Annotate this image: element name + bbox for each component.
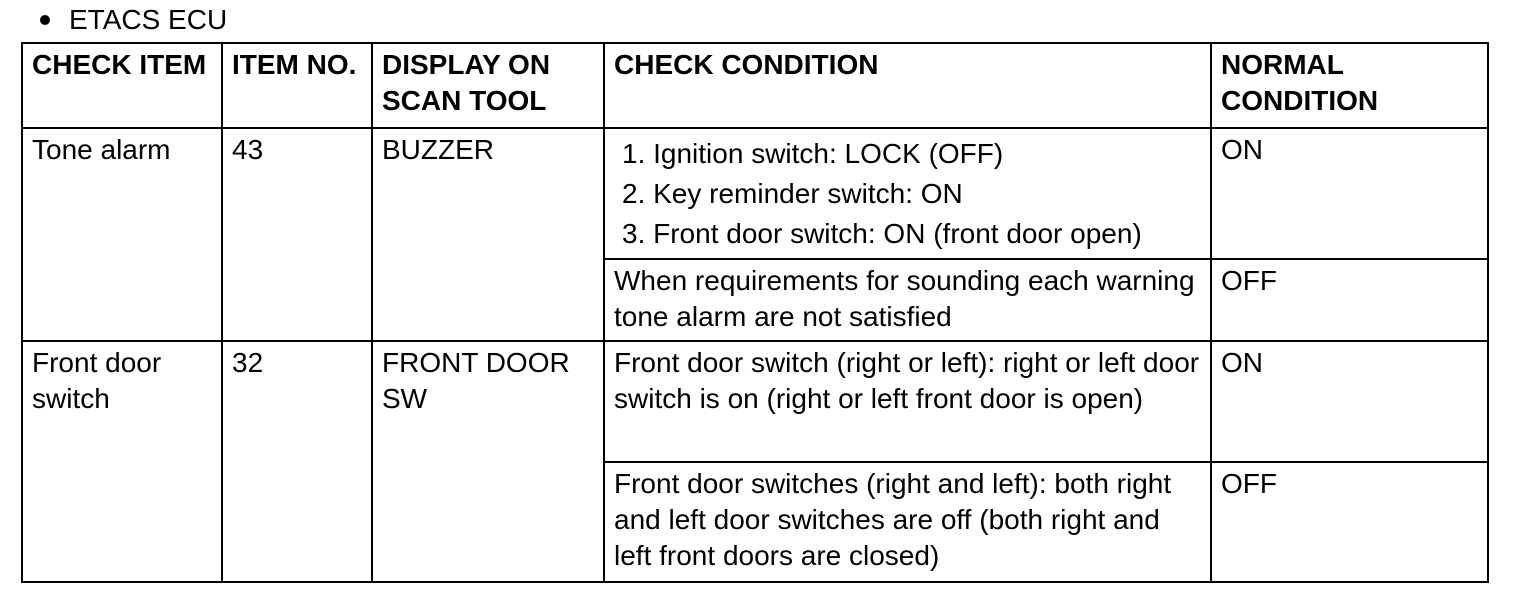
condition-steps <box>614 134 1202 254</box>
header-display-on-scan-tool: DISPLAY ON SCAN TOOL <box>372 43 604 128</box>
check-condition-cell: When requirements for sounding each warning tone alarm are not satisfied <box>604 259 1211 341</box>
check-condition-cell: Front door switches (right and left): both right and left door switches are off (both right and left front doors are closed) <box>604 462 1211 582</box>
display-cell: BUZZER <box>372 128 604 341</box>
check-item-cell: Front door switch <box>22 341 222 582</box>
header-row <box>22 43 1488 128</box>
diagnostic-table <box>21 42 1489 583</box>
bullet-icon <box>40 15 50 25</box>
table-row <box>22 128 1488 259</box>
header-check-condition: CHECK CONDITION <box>604 43 1211 128</box>
item-no-cell: 32 <box>222 341 372 582</box>
table-row <box>22 341 1488 462</box>
check-item-cell: Tone alarm <box>22 128 222 341</box>
normal-condition-cell: ON <box>1211 128 1488 259</box>
section-title: ETACS ECU <box>69 4 228 35</box>
header-normal-condition: NORMAL CONDITION <box>1211 43 1488 128</box>
normal-condition-cell: OFF <box>1211 259 1488 341</box>
section-heading <box>40 2 227 38</box>
check-condition-cell: Front door switch (right or left): right or left door switch is on (right or left front door is open) <box>604 341 1211 462</box>
condition-step: 1. Ignition switch: LOCK (OFF) <box>622 138 1004 169</box>
normal-condition-cell: ON <box>1211 341 1488 462</box>
condition-step: 3. Front door switch: ON (front door open) <box>622 218 1142 249</box>
item-no-cell: 43 <box>222 128 372 341</box>
check-condition-cell <box>604 128 1211 259</box>
normal-condition-cell: OFF <box>1211 462 1488 582</box>
header-check-item: CHECK ITEM <box>22 43 222 128</box>
header-item-no: ITEM NO. <box>222 43 372 128</box>
condition-step: 2. Key reminder switch: ON <box>622 178 963 209</box>
display-cell: FRONT DOOR SW <box>372 341 604 582</box>
